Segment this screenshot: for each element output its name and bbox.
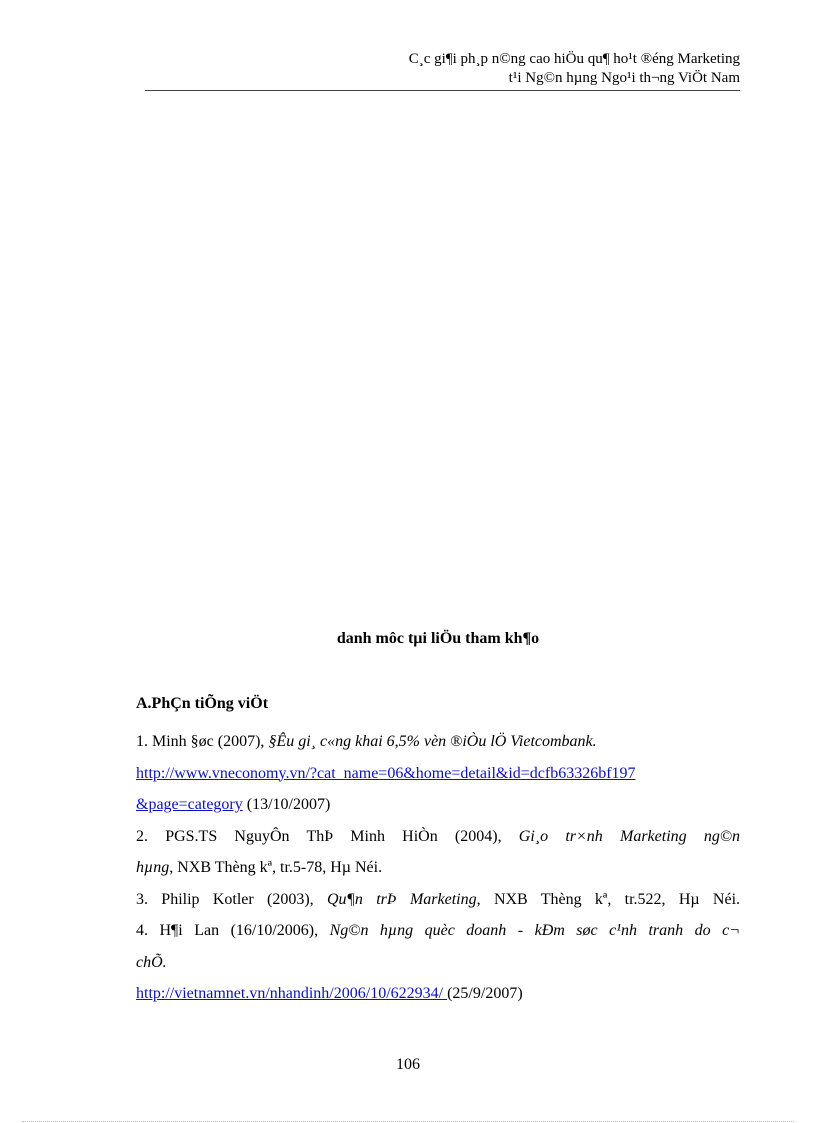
reference-1-url-line-1 [136, 758, 740, 790]
reference-3-work: Qu¶n trÞ Marketing [327, 890, 477, 908]
reference-2-lead: 2. PGS.TS NguyÔn ThÞ Minh HiÒn (2004), [136, 827, 519, 845]
reference-4-url-line [136, 978, 740, 1010]
reference-1-accessed: (13/10/2007) [242, 796, 331, 813]
reference-item-3 [136, 884, 740, 916]
reference-4-line-2 [136, 947, 740, 979]
reference-4-lead: 4. H¶i Lan (16/10/2006), [136, 922, 330, 939]
reference-2-line-2 [136, 852, 740, 884]
reference-item-4 [136, 915, 740, 947]
reference-4-link[interactable]: http://vietnamnet.vn/nhandinh/2006/10/622934/ [136, 985, 448, 1002]
reference-item-2 [136, 821, 740, 853]
reference-1-link-part-1[interactable]: http://www.vneconomy.vn/?cat_name=06&home=detail&id=dcfb63326bf197 [136, 764, 636, 782]
references-title: danh môc tµi liÖu tham kh¶o [336, 630, 540, 647]
page-number: 106 [396, 1056, 420, 1073]
reference-4-work-part-1: Ng©n hµng quèc doanh - kÐm søc c¹nh tranh do c¬ [329, 922, 741, 939]
header-rule [145, 90, 740, 91]
running-header [145, 50, 740, 88]
reference-4-work-part-2: chÕ. [136, 953, 167, 971]
reference-4-accessed: (25/9/2007) [447, 985, 523, 1002]
reference-2-work-part-2: hµng [136, 859, 170, 876]
header-line-2: t¹i Ng©n hµng Ngo¹i th¬ng ViÖt Nam [508, 70, 740, 86]
reference-3-tail: , NXB Thèng kª, tr.522, Hµ Néi. [476, 890, 741, 908]
reference-item-1 [136, 726, 740, 758]
page-bottom-edge [22, 1121, 794, 1122]
reference-list [136, 726, 740, 1010]
section-heading-vietnamese: A.PhÇn tiÕng viÖt [136, 695, 269, 712]
reference-1-link-part-2[interactable]: &page=category [136, 796, 243, 813]
reference-3-lead: 3. Philip Kotler (2003), [136, 890, 327, 908]
reference-2-work-part-1: Gi¸o tr×nh Marketing ng©n [518, 827, 740, 845]
header-line-1: C¸c gi¶i ph¸p n©ng cao hiÖu qu¶ ho¹t ®éng Marketing [408, 51, 740, 67]
reference-1-lead: 1. Minh §øc (2007), [136, 733, 269, 750]
reference-1-url-line-2 [136, 789, 740, 821]
reference-1-work: §Êu gi¸ c«ng khai 6,5% vèn ®iÒu lÖ Vietcombank. [268, 733, 597, 750]
reference-2-tail: , NXB Thèng kª, tr.5-78, Hµ Néi. [169, 859, 383, 876]
